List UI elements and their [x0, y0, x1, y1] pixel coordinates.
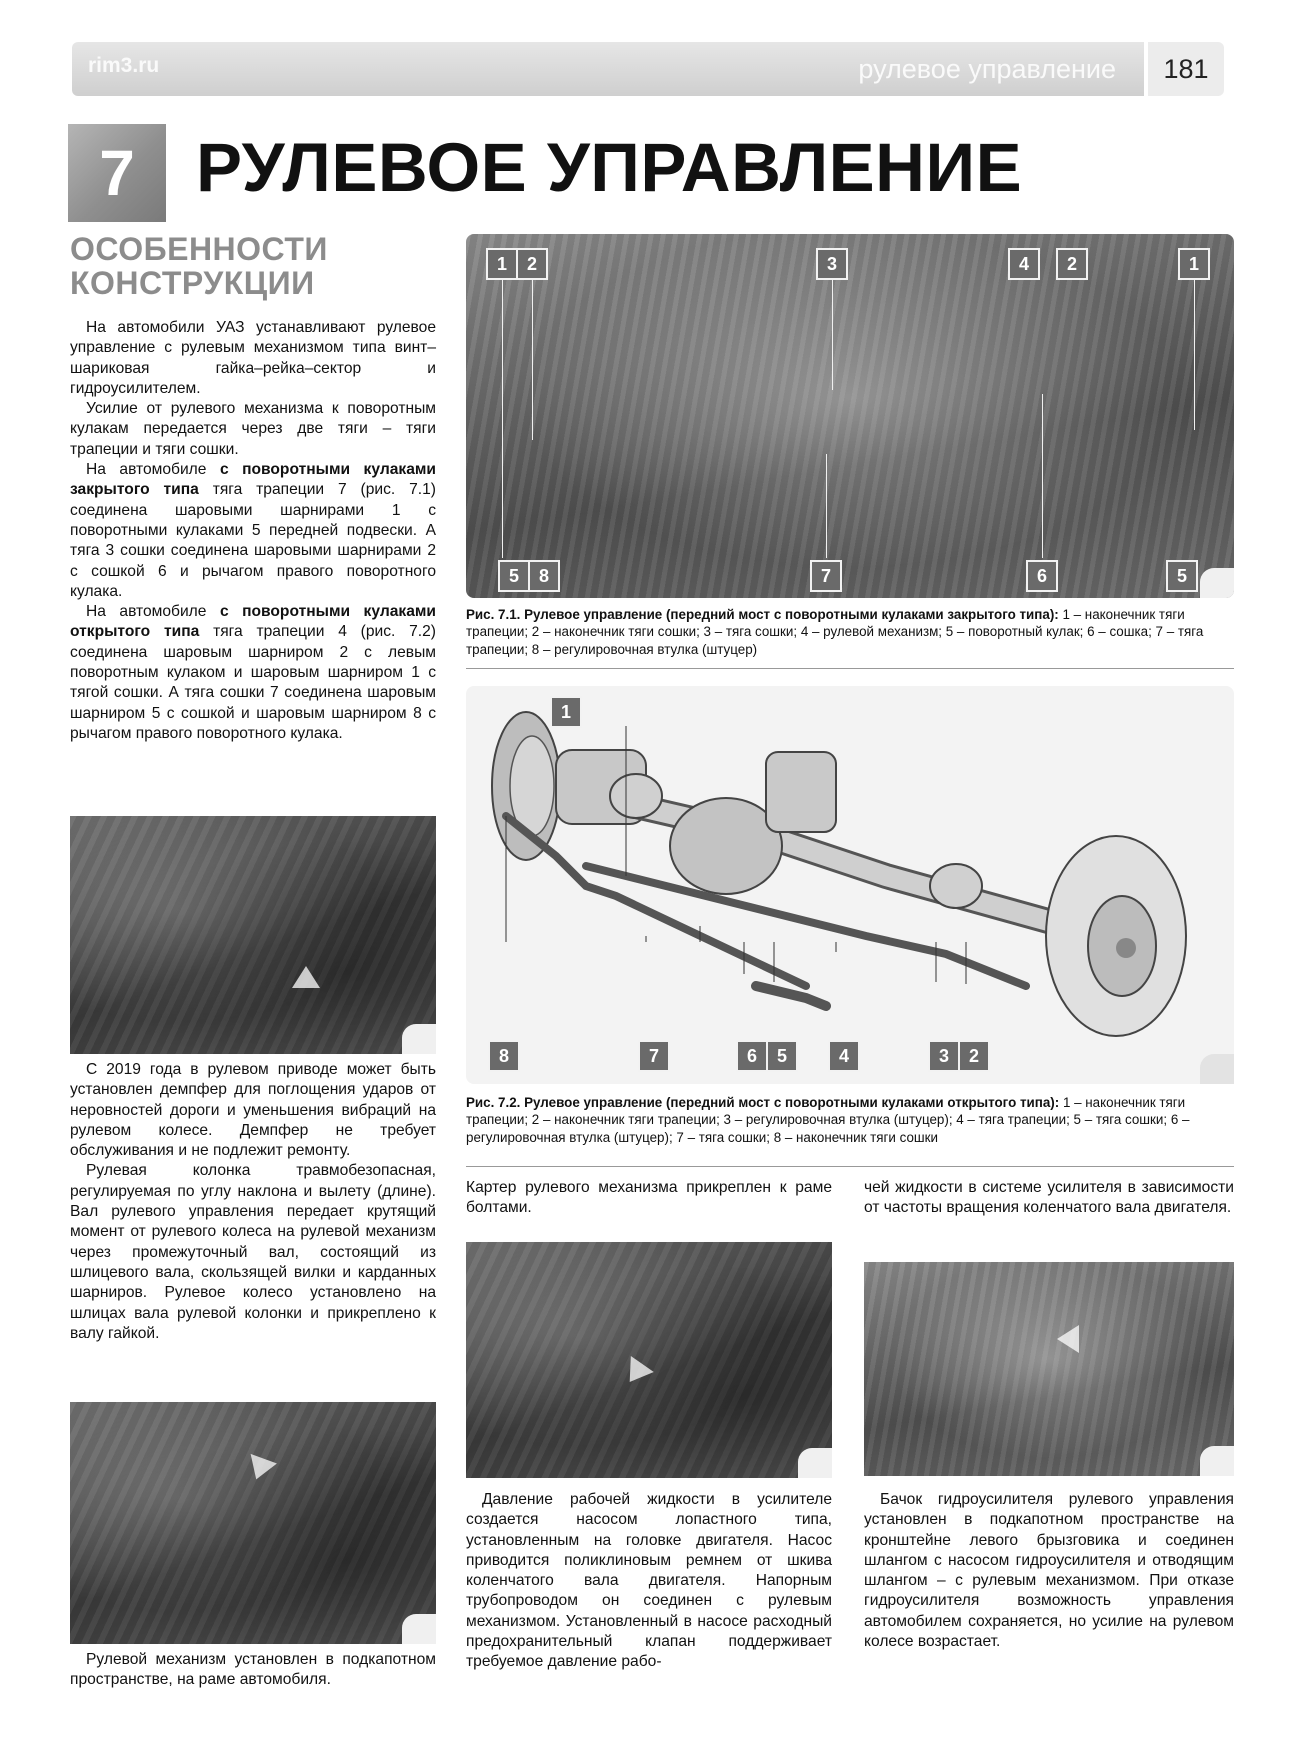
camera-icon	[1200, 568, 1234, 598]
callout-marker: 3	[816, 248, 848, 280]
page-number: 181	[1148, 42, 1224, 96]
callout-marker: 2	[1056, 248, 1088, 280]
figure-7-2-caption: Рис. 7.2. Рулевое управление (передний мост с поворотными кулаками открытого типа): 1 – наконечник тяги трапеции; 2 – наконечник тяги трапеции; 3 – регулировочная втулка (штуцер); 4 – тяга трапеции; 5 – тяга сошки; 6 – регулировочная втулка (штуцер); 7 – тяга сошки; 8 – наконечник тяги сошки	[466, 1095, 1190, 1145]
photo-steering-damper	[70, 816, 436, 1054]
section-subheading: ОСОБЕННОСТИ КОНСТРУКЦИИ	[70, 231, 328, 301]
middle-text-block	[466, 1178, 832, 1219]
photo-power-steering-pump	[466, 1242, 832, 1478]
paragraph: На автомобиле с поворотными кулаками закрытого типа тяга трапеции 7 (рис. 7.1) соединена шаровыми шарнирами 1 с поворотными кулаками 5 передней подвески. А тяга 3 сошки соединена шаровыми шарнирами 2 с сошкой 6 и рычагом правого поворотного кулака.	[70, 461, 436, 600]
figure-7-2-diagram	[466, 686, 1234, 1084]
callout-marker: 3	[928, 1040, 960, 1072]
callout-marker: 5	[1166, 560, 1198, 592]
paragraph: чей жидкости в системе усилителя в зависимости от частоты вращения коленчатого вала двигателя.	[864, 1179, 1234, 1217]
paragraph: На автомобиле с поворотными кулаками открытого типа тяга трапеции 4 (рис. 7.2) соединена шаровым шарниром 2 с левым поворотным кулаком и шаровым шарниром 1 с тягой сошки. А тяга сошки 7 соединена шаровым шарниром 5 с сошкой и шаровым шарниром 8 с рычагом правого поворотного кулака.	[70, 603, 436, 742]
leader-line	[1194, 280, 1195, 430]
chapter-number-badge: 7	[68, 124, 166, 222]
figure-7-1-caption: Рис. 7.1. Рулевое управление (передний мост с поворотными кулаками закрытого типа): 1 – наконечник тяги трапеции; 2 – наконечник тяги сошки; 3 – тяга сошки; 4 – рулевой механизм; 5 – поворотный кулак; 6 – сошка; 7 – тяга трапеции; 8 – регулировочная втулка (штуцер)	[466, 607, 1204, 657]
callout-marker: 5	[498, 560, 530, 592]
callout-marker: 8	[528, 560, 560, 592]
paragraph: Бачок гидроусилителя рулевого управления установлен в подкапотном пространстве на кронштейне левого брызговика и соединен шлангом с насосом гидроусилителя и отводящим шлангом – с рулевым механизмом. При отказе гидроусилителя возможность управления автомобилем сохраняется, но усилие на рулевом колесе возрастает.	[864, 1491, 1234, 1651]
middle-text-block-2	[466, 1490, 832, 1673]
callout-marker: 2	[516, 248, 548, 280]
callout-marker: 1	[1178, 248, 1210, 280]
left-text-block-2	[70, 1060, 436, 1344]
callout-marker: 8	[488, 1040, 520, 1072]
callout-marker: 4	[828, 1040, 860, 1072]
divider	[466, 668, 1234, 669]
callout-marker: 7	[638, 1040, 670, 1072]
camera-icon	[1200, 1054, 1234, 1084]
right-text-block-2	[864, 1490, 1234, 1652]
callout-marker: 6	[1026, 560, 1058, 592]
left-text-block-3	[70, 1650, 436, 1691]
arrow-icon	[1057, 1325, 1079, 1353]
callout-marker: 1	[550, 696, 582, 728]
leader-line	[502, 280, 503, 558]
leader-line	[832, 280, 833, 390]
left-text-block	[70, 318, 436, 744]
camera-icon	[798, 1448, 832, 1478]
leader-line	[826, 454, 827, 558]
chapter-title: РУЛЕВОЕ УПРАВЛЕНИЕ	[196, 129, 1023, 206]
camera-icon	[402, 1614, 436, 1644]
figure-7-1-photo	[466, 234, 1234, 598]
paragraph: Рулевая колонка травмобезопасная, регулируемая по углу наклона и вылету (длине). Вал рулевого управления передает крутящий момент от рулевого колеса на рулевой механизм через промежуточный вал, состоящий из шлицевого вала, скользящей вилки и карданных шарниров. Рулевое колесо установлено на шлицах вала рулевой колонки и прикреплено к валу гайкой.	[70, 1162, 436, 1342]
arrow-icon	[292, 966, 320, 988]
paragraph: Давление рабочей жидкости в усилителе создается насосом лопастного типа, установленным на головке двигателя. Насос приводится поликлиновым ремнем от шкива коленчатого вала двигателя. Напорным трубопроводом он соединен с рулевым механизмом. Установленный в насосе расходный предохранительный клапан поддерживает требуемое давление рабо-	[466, 1491, 832, 1671]
photo-steering-gear	[70, 1402, 436, 1644]
camera-icon	[1200, 1446, 1234, 1476]
paragraph: С 2019 года в рулевом приводе может быть установлен демпфер для поглощения ударов от неровностей дороги и уменьшения вибраций на рулевом колесе. Демпфер не требует обслуживания и не подлежит ремонту.	[70, 1061, 436, 1160]
callout-marker: 2	[958, 1040, 990, 1072]
callout-marker: 5	[766, 1040, 798, 1072]
paragraph: Картер рулевого механизма прикреплен к раме болтами.	[466, 1179, 832, 1217]
leader-line	[1042, 394, 1043, 558]
arrow-icon	[618, 1356, 654, 1390]
section-title: рулевое управление	[858, 54, 1116, 84]
axle-drawing	[466, 686, 1234, 1084]
site-name: rim3.ru	[88, 54, 160, 77]
camera-icon	[402, 1024, 436, 1054]
running-header	[72, 42, 1144, 96]
paragraph: Рулевой механизм установлен в подкапотном пространстве, на раме автомобиля.	[70, 1651, 436, 1689]
divider	[466, 1166, 1234, 1167]
leader-line	[532, 280, 533, 440]
paragraph: На автомобили УАЗ устанавливают рулевое управление с рулевым механизмом типа винт–шариковая гайка–рейка–сектор и гидроусилителем.	[70, 319, 436, 397]
right-text-block	[864, 1178, 1234, 1219]
arrow-icon	[243, 1454, 277, 1484]
photo-power-steering-reservoir	[864, 1262, 1234, 1476]
callout-marker: 6	[736, 1040, 768, 1072]
callout-marker: 7	[810, 560, 842, 592]
callout-marker: 1	[486, 248, 518, 280]
paragraph: Усилие от рулевого механизма к поворотным кулакам передается через две тяги – тяги трапеции и тяги сошки.	[70, 400, 436, 458]
callout-marker: 4	[1008, 248, 1040, 280]
